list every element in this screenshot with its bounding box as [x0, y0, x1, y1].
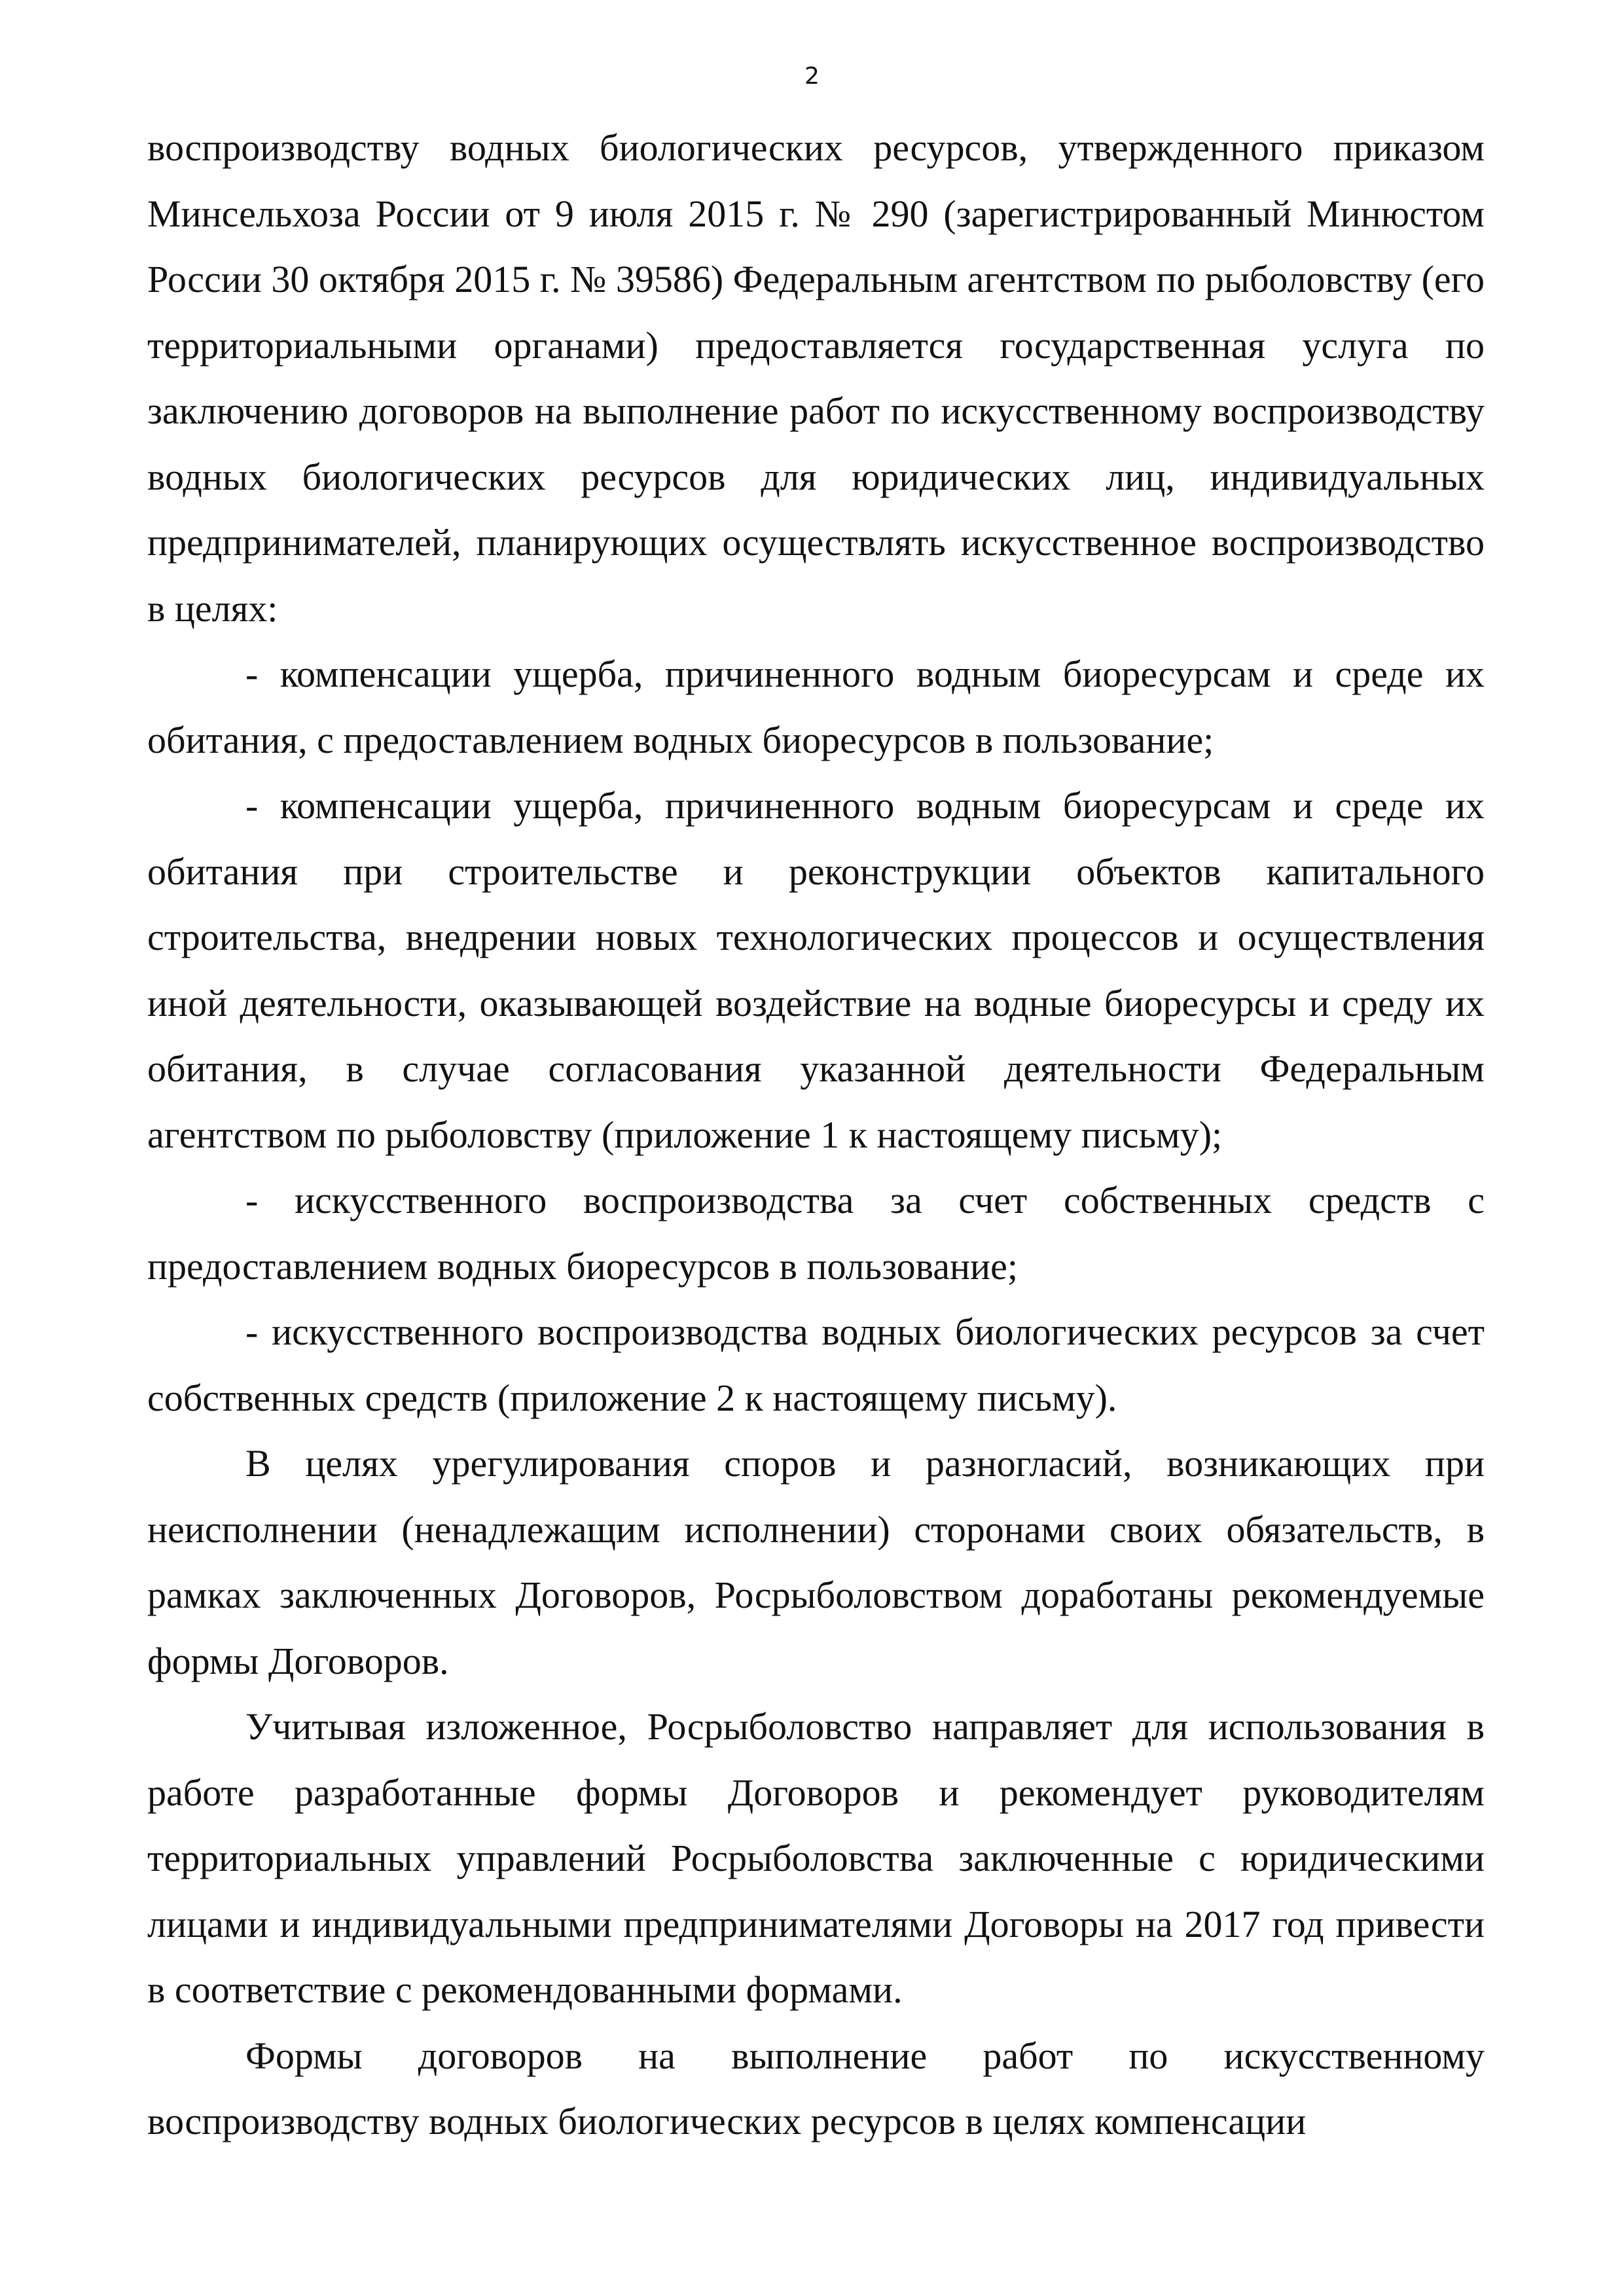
page-number: 2 — [804, 63, 820, 90]
paragraph-list-item-3: - искусственного воспроизводства за счет собственных средств с предоставлением водных биоресурсов в пользование; — [147, 1179, 1485, 1288]
paragraph-list-item-1: - компенсации ущерба, причиненного водным биоресурсам и среде их обитания, с предоставлением водных биоресурсов в пользование; — [147, 653, 1485, 761]
paragraph-forms: Формы договоров на выполнение работ по искусственному воспроизводству водных биологических ресурсов в целях компенсации — [147, 2034, 1485, 2142]
paragraph-list-item-4: - искусственного воспроизводства водных биологических ресурсов за счет собственных средств (приложение 2 к настоящему письму). — [147, 1310, 1485, 1419]
paragraph-disputes: В целях урегулирования споров и разногласий, возникающих при неисполнении (ненадлежащим исполнении) сторонами своих обязательств, в рамках заключенных Договоров, Росрыболовством доработаны рекомендуемые формы Договоров. — [147, 1442, 1485, 1682]
paragraph-intro: воспроизводству водных биологических ресурсов, утвержденного приказом Минсельхоза России от 9 июля 2015 г. № 290 (зарегистрированный Минюстом России 30 октября 2015 г. № 39586) Федеральным агентством по рыболовству (его территориальными органами) предоставляется государственная услуга по заключению договоров на выполнение работ по искусственному воспроизводству водных биологических ресурсов для юридических лиц, индивидуальных предпринимателей, планирующих осуществлять искусственное воспроизводство в целях: — [147, 126, 1485, 630]
paragraph-list-item-2: - компенсации ущерба, причиненного водным биоресурсам и среде их обитания при строительстве и реконструкции объектов капитального строительства, внедрении новых технологических процессов и осуществления иной деятельности, оказывающей воздействие на водные биоресурсы и среду их обитания, в случае согласования указанной деятельности Федеральным агентством по рыболовству (приложение 1 к настоящему письму); — [147, 784, 1485, 1156]
paragraph-recommendation: Учитывая изложенное, Росрыболовство направляет для использования в работе разработанные формы Договоров и рекомендует руководителям территориальных управлений Росрыболовства заключенные с юридическими лицами и индивидуальными предпринимателями Договоры на 2017 год привести в соответствие с рекомендованными формами. — [147, 1705, 1485, 2011]
document-body — [147, 115, 1485, 2155]
